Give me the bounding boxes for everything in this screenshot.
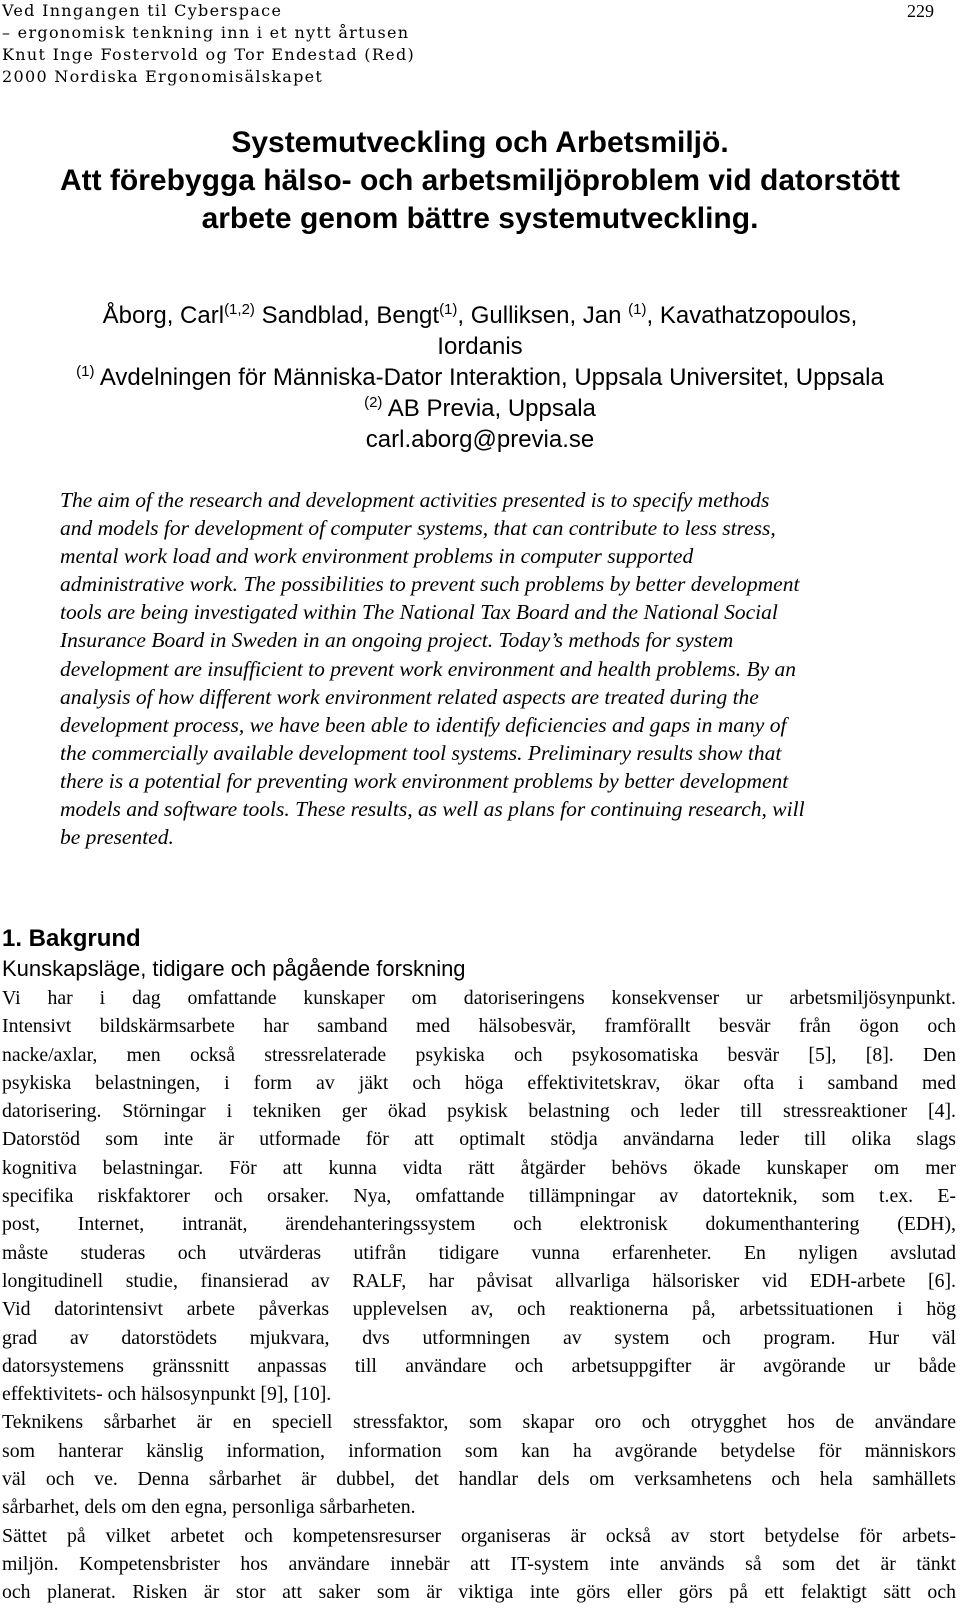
running-header bbox=[2, 0, 422, 88]
affiliation-mark: (2) bbox=[364, 394, 383, 411]
abstract-line: and models for development of computer systems, that can contribute to less stress, bbox=[60, 516, 776, 541]
body-line: nacke/axlar, men också stressrelaterade psykiska och psykosomatiska besvär [5], [8]. Den bbox=[2, 1043, 956, 1066]
author-name: Sandblad, Bengt bbox=[254, 302, 440, 329]
body-line: Teknikens sårbarhet är en speciell stressfaktor, som skapar oro och otrygghet hos de användare bbox=[2, 1411, 956, 1434]
section-heading: 1. Bakgrund bbox=[2, 925, 141, 952]
body-line: specifika riskfaktorer och orsaker. Nya, omfattande tillämpningar av datorteknik, som t.ex. E- bbox=[2, 1185, 956, 1208]
body-line: Vi har i dag omfattande kunskaper om datoriseringens konsekvenser ur arbetsmiljösynpunkt. bbox=[2, 987, 956, 1009]
abstract-line: the commercially available development tool systems. Preliminary results show that bbox=[60, 740, 782, 765]
body-line: miljön. Kompetensbrister hos användare innebär att IT-system inte används så som det är tänkt bbox=[2, 1552, 956, 1575]
abstract-line: development are insufficient to prevent work environment and health problems. By an bbox=[60, 656, 797, 681]
author-affiliation-mark: (1,2) bbox=[224, 301, 255, 318]
body-line: och planerat. Risken är stor att saker som är viktiga inte görs eller görs på ett felaktigt sätt och bbox=[2, 1581, 956, 1604]
body-line: måste studeras och utvärderas utifrån tidigare vunna erfarenheter. En nyligen avslutad bbox=[2, 1241, 956, 1264]
abstract-line: administrative work. The possibilities to prevent such problems by better development bbox=[60, 572, 800, 597]
body-line: longitudinell studie, finansierad av RALF, har påvisat allvarliga hälsorisker vid EDH-arbete [6]. bbox=[2, 1269, 956, 1292]
body-line: Sättet på vilket arbetet och kompetensresurser organiseras är också av stort betydelse för arbets- bbox=[2, 1524, 956, 1547]
header-line-subtitle: – ergonomisk tenkning inn i et nytt årtusen bbox=[2, 23, 410, 42]
author-line-continued: Iordanis bbox=[437, 333, 523, 360]
body-line: sårbarhet, dels om den egna, personliga sårbarheten. bbox=[2, 1496, 416, 1519]
body-text bbox=[2, 984, 956, 1607]
author-affiliation-mark: (1) bbox=[439, 301, 458, 318]
abstract-line: be presented. bbox=[60, 825, 174, 850]
body-line: väl och ve. Denna sårbarhet är dubbel, det handlar dels om verksamhetens och hela samhällets bbox=[2, 1468, 956, 1491]
abstract-line: models and software tools. These results, as well as plans for continuing research, will bbox=[60, 797, 805, 822]
author-line bbox=[0, 300, 960, 331]
affiliation-mark: (1) bbox=[76, 363, 95, 380]
body-line: effektivitets- och hälsosynpunkt [9], [10]. bbox=[2, 1383, 332, 1406]
abstract-line: mental work load and work environment problems in computer supported bbox=[60, 544, 694, 569]
affiliation-2 bbox=[0, 393, 960, 424]
body-line: post, Internet, intranät, ärendehanteringssystem och elektronisk dokumenthantering (EDH), bbox=[2, 1213, 956, 1236]
body-line: datorisering. Störningar i tekniken ger ökad psykisk belastning och leder till stressreaktioner [4]. bbox=[2, 1100, 956, 1123]
abstract-line: analysis of how different work environment related aspects are treated during the bbox=[60, 684, 759, 709]
author-name: , Kavathatzopoulos, bbox=[646, 302, 858, 329]
title-line: Systemutveckling och Arbetsmiljö. bbox=[231, 126, 729, 159]
header-line-book-title: Ved Inngangen til Cyberspace bbox=[2, 1, 283, 20]
body-line: datorsystemens gränssnitt anpassas till användare och arbetsuppgifter är avgörande ur både bbox=[2, 1354, 956, 1377]
abstract-line: development process, we have been able to identify deficiencies and gaps in many of bbox=[60, 712, 787, 737]
header-line-editors: Knut Inge Fostervold og Tor Endestad (Red) bbox=[2, 45, 416, 64]
abstract-line: tools are being investigated within The National Tax Board and the National Social bbox=[60, 600, 778, 625]
author-name: , Gulliksen, Jan bbox=[457, 302, 629, 329]
body-line: grad av datorstödets mjukvara, dvs utformningen av system och program. Hur väl bbox=[2, 1326, 956, 1349]
page-number: 229 bbox=[907, 1, 934, 21]
body-line: Vid datorintensivt arbete påverkas upplevelsen av, och reaktionerna på, arbetssituationen i hög bbox=[2, 1298, 956, 1321]
author-email: carl.aborg@previa.se bbox=[365, 426, 595, 453]
body-line: psykiska belastningen, i form av jäkt och höga effektivitetskrav, ökar ofta i samband med bbox=[2, 1071, 956, 1094]
header-line-publisher: 2000 Nordiska Ergonomisälskapet bbox=[2, 67, 324, 86]
affiliation-text: AB Previa, Uppsala bbox=[382, 395, 596, 422]
body-line: kognitiva belastningar. För att kunna vidta rätt åtgärder behövs ökade kunskaper om mer bbox=[2, 1156, 956, 1179]
author-affiliation-mark: (1) bbox=[628, 301, 647, 318]
title-line: arbete genom bättre systemutveckling. bbox=[201, 202, 759, 235]
body-line: som hanterar känslig information, information som kan ha avgörande betydelse för människors bbox=[2, 1439, 956, 1462]
body-line: Intensivt bildskärmsarbete har samband med hälsobesvär, framförallt besvär från ögon och bbox=[2, 1015, 956, 1038]
body-line: Datorstöd som inte är utformade för att optimalt stödja användarna leder till olika slags bbox=[2, 1128, 956, 1151]
affiliation-1 bbox=[0, 362, 960, 393]
author-name: Åborg, Carl bbox=[102, 302, 225, 329]
abstract-line: The aim of the research and development activities presented is to specify methods bbox=[60, 488, 770, 512]
affiliation-text: Avdelningen för Människa-Dator Interaktion, Uppsala Universitet, Uppsala bbox=[94, 364, 884, 391]
abstract bbox=[60, 486, 920, 851]
author-block bbox=[0, 300, 960, 455]
abstract-line: there is a potential for preventing work environment problems by better development bbox=[60, 768, 789, 793]
title-line: Att förebygga hälso- och arbetsmiljöproblem vid datorstött bbox=[59, 164, 901, 197]
abstract-line: Insurance Board in Sweden in an ongoing project. Today’s methods for system bbox=[60, 628, 734, 653]
subsection-heading: Kunskapsläge, tidigare och pågående forskning bbox=[2, 956, 466, 981]
paper-title bbox=[0, 124, 960, 238]
